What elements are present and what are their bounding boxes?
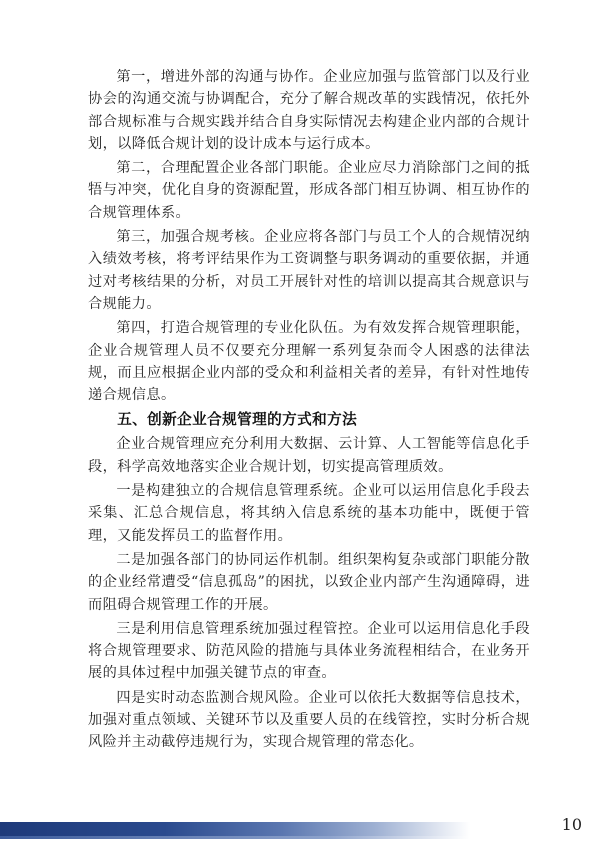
- page-number: 10: [561, 815, 582, 834]
- paragraph-third: 第三，加强合规考核。企业应将各部门与员工个人的合规情况纳入绩效考核，将考评结果作为工资调整与职务调动的重要依据，并通过对考核结果的分析，对员工开展针对性的培训以提高其合规意识与合规能力。: [88, 229, 530, 312]
- paragraph-item-two: 二是加强各部门的协同运作机制。组织架构复杂或部门职能分散的企业经常遭受“信息孤岛”的困扰，以致企业内部产生沟通障碍，进而阻碍合规管理工作的开展。: [88, 551, 530, 613]
- footer-gradient-bar: [0, 822, 470, 836]
- paragraph-fourth: 第四，打造合规管理的专业化队伍。为有效发挥合规管理职能，企业合规管理人员不仅要充分理解一系列复杂而令人困惑的法律法规，而且应根据企业内部的受众和利益相关者的差异，有针对性地传递合规信息。: [88, 320, 530, 404]
- paragraph-first: 第一，增进外部的沟通与协作。企业应加强与监管部门以及行业协会的沟通交流与协调配合，充分了解合规改革的实践情况，依托外部合规标准与合规实践并结合自身实际情况去构建企业内部的合规计划，以降低合规计划的设计成本与运行成本。: [88, 69, 530, 152]
- document-body: [88, 66, 530, 756]
- paragraph-item-three: 三是利用信息管理系统加强过程管控。企业可以运用信息化手段将合规管理要求、防范风险的措施与具体业务流程相结合，在业务开展的具体过程中加强关键节点的审查。: [88, 620, 530, 682]
- paragraph-section-intro: 企业合规管理应充分利用大数据、云计算、人工智能等信息化手段，科学高效地落实企业合规计划，切实提高管理质效。: [88, 436, 530, 475]
- footer-accent-line: [0, 836, 470, 839]
- section-heading: 五、创新企业合规管理的方式和方法: [117, 411, 358, 429]
- paragraph-item-four: 四是实时动态监测合规风险。企业可以依托大数据等信息技术，加强对重点领域、关键环节以及重要人员的在线管控，实时分析合规风险并主动截停违规行为，实现合规管理的常态化。: [88, 689, 530, 751]
- paragraph-second: 第二，合理配置企业各部门职能。企业应尽力消除部门之间的抵牾与冲突，优化自身的资源配置，形成各部门相互协调、相互协作的合规管理体系。: [88, 160, 530, 221]
- paragraph-item-one: 一是构建独立的合规信息管理系统。企业可以运用信息化手段去采集、汇总合规信息，将其纳入信息系统的基本功能中，既便于管理，又能发挥员工的监督作用。: [88, 483, 530, 544]
